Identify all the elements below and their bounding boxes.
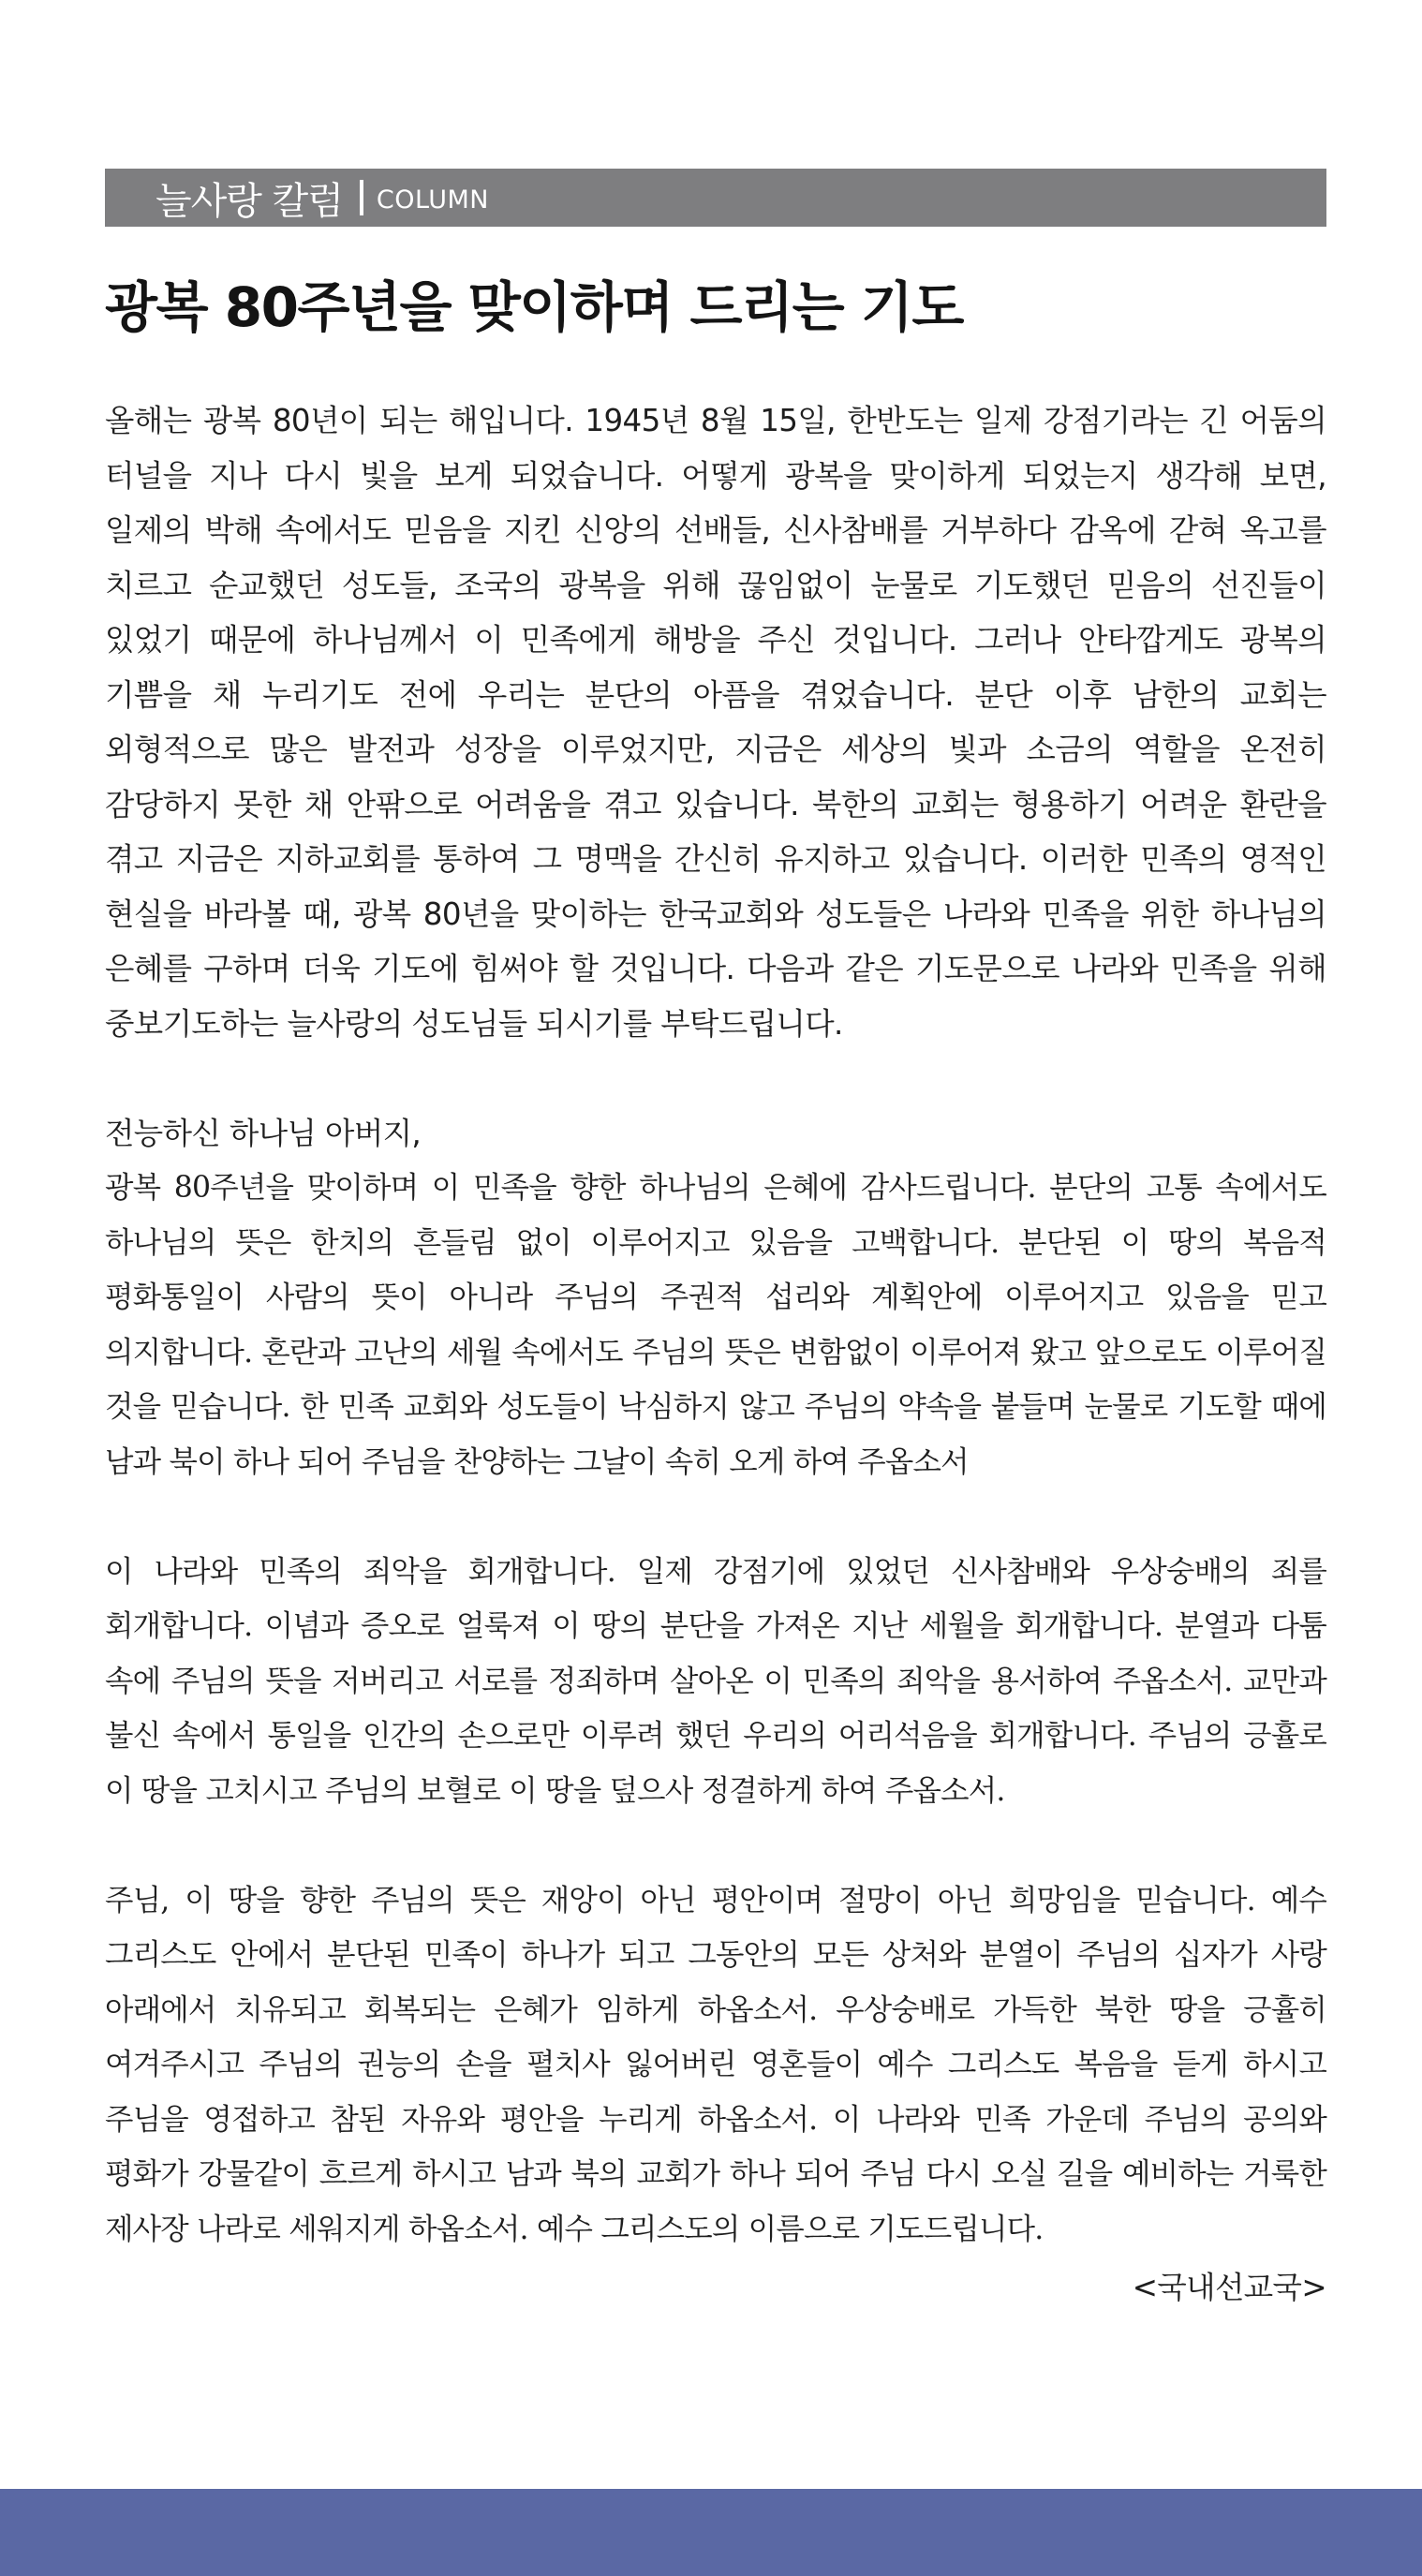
prayer-paragraph-repentance: 이 나라와 민족의 죄악을 회개합니다. 일제 강점기에 있었던 신사참배와 우상숭배의 죄를 회개합니다. 이념과 증오로 얼룩져 이 땅의 분단을 가져온 지난 세월을 회개합니다. 분열과 다툼 속에 주님의 뜻을 저버리고 서로를 정죄하며 살아온 이 민족의 죄악을 용서하여 주옵소서. 교만과 불신 속에서 통일을 인간의 손으로만 이루려 했던 우리의 어리석음을 회개합니다. 주님의 긍휼로 이 땅을 고치시고 주님의 보혈로 이 땅을 덮으사 정결하게 하여 주옵소서. (105, 1554, 1326, 1808)
article-title: 광복 80주년을 맞이하며 드리는 기도 (105, 275, 963, 339)
column-name: 늘사랑 칼럼 (156, 179, 343, 223)
prayer-paragraph-thanksgiving: 광복 80주년을 맞이하며 이 민족을 향한 하나님의 은혜에 감사드립니다. 분단의 고통 속에서도 하나님의 뜻은 한치의 흔들림 없이 이루어지고 있음을 고백합니다. 분단된 이 땅의 복음적 평화통일이 사람의 뜻이 아니라 주님의 주권적 섭리와 계획안에 이루어지고 있음을 믿고 의지합니다. 혼란과 고난의 세월 속에서도 주님의 뜻은 변함없이 이루어져 왔고 앞으로도 이루어질 것을 믿습니다. 한 민족 교회와 성도들이 낙심하지 않고 주님의 약속을 붙들며 눈물로 기도할 때에 남과 북이 하나 되어 주님을 찬양하는 그날이 속히 오게 하여 주옵소서 (105, 1171, 1326, 1479)
prayer-salutation: 전능하신 하나님 아버지, (105, 1115, 422, 1151)
column-label: COLUMN (376, 185, 489, 215)
author-signature: <국내선교국> (1132, 2270, 1326, 2305)
article-body (105, 393, 1326, 2315)
footer-band (0, 2489, 1422, 2576)
column-header-bar (105, 169, 1326, 227)
intro-paragraph: 올해는 광복 80년이 되는 해입니다. 1945년 8월 15일, 한반도는 일제 강점기라는 긴 어둠의 터널을 지나 다시 빛을 보게 되었습니다. 어떻게 광복을 맞이하게 되었는지 생각해 보면, 일제의 박해 속에서도 믿음을 지킨 신앙의 선배들, 신사참배를 거부하다 감옥에 갇혀 옥고를 치르고 순교했던 성도들, 조국의 광복을 위해 끊임없이 눈물로 기도했던 믿음의 선진들이 있었기 때문에 하나님께서 이 민족에게 해방을 주신 것입니다. 그러나 안타깝게도 광복의 기쁨을 채 누리기도 전에 우리는 분단의 아픔을 겪었습니다. 분단 이후 남한의 교회는 외형적으로 많은 발전과 성장을 이루었지만, 지금은 세상의 빛과 소금의 역할을 온전히 감당하지 못한 채 안팎으로 어려움을 겪고 있습니다. 북한의 교회는 형용하기 어려운 환란을 겪고 지금은 지하교회를 통하여 그 명맥을 간신히 유지하고 있습니다. 이러한 민족의 영적인 현실을 바라볼 때, 광복 80년을 맞이하는 한국교회와 성도들은 나라와 민족을 위한 하나님의 은혜를 구하며 더욱 기도에 힘써야 할 것입니다. 다음과 같은 기도문으로 나라와 민족을 위해 중보기도하는 늘사랑의 성도님들 되시기를 부탁드립니다. (105, 403, 1326, 1042)
header-divider (360, 180, 363, 215)
paragraph-gap (105, 1489, 1326, 1545)
paragraph-gap (105, 1051, 1326, 1106)
prayer-paragraph-hope: 주님, 이 땅을 향한 주님의 뜻은 재앙이 아닌 평안이며 절망이 아닌 희망임을 믿습니다. 예수 그리스도 안에서 분단된 민족이 하나가 되고 그동안의 모든 상처와 분열이 주님의 십자가 사랑 아래에서 치유되고 회복되는 은혜가 임하게 하옵소서. 우상숭배로 가득한 북한 땅을 긍휼히 여겨주시고 주님의 권능의 손을 펼치사 잃어버린 영혼들이 예수 그리스도 복음을 듣게 하시고 주님을 영접하고 참된 자유와 평안을 누리게 하옵소서. 이 나라와 민족 가운데 주님의 공의와 평화가 강물같이 흐르게 하시고 남과 북의 교회가 하나 되어 주님 다시 오실 길을 예비하는 거룩한 제사장 나라로 세워지게 하옵소서. 예수 그리스도의 이름으로 기도드립니다. (105, 1883, 1326, 2246)
paragraph-gap (105, 1818, 1326, 1873)
